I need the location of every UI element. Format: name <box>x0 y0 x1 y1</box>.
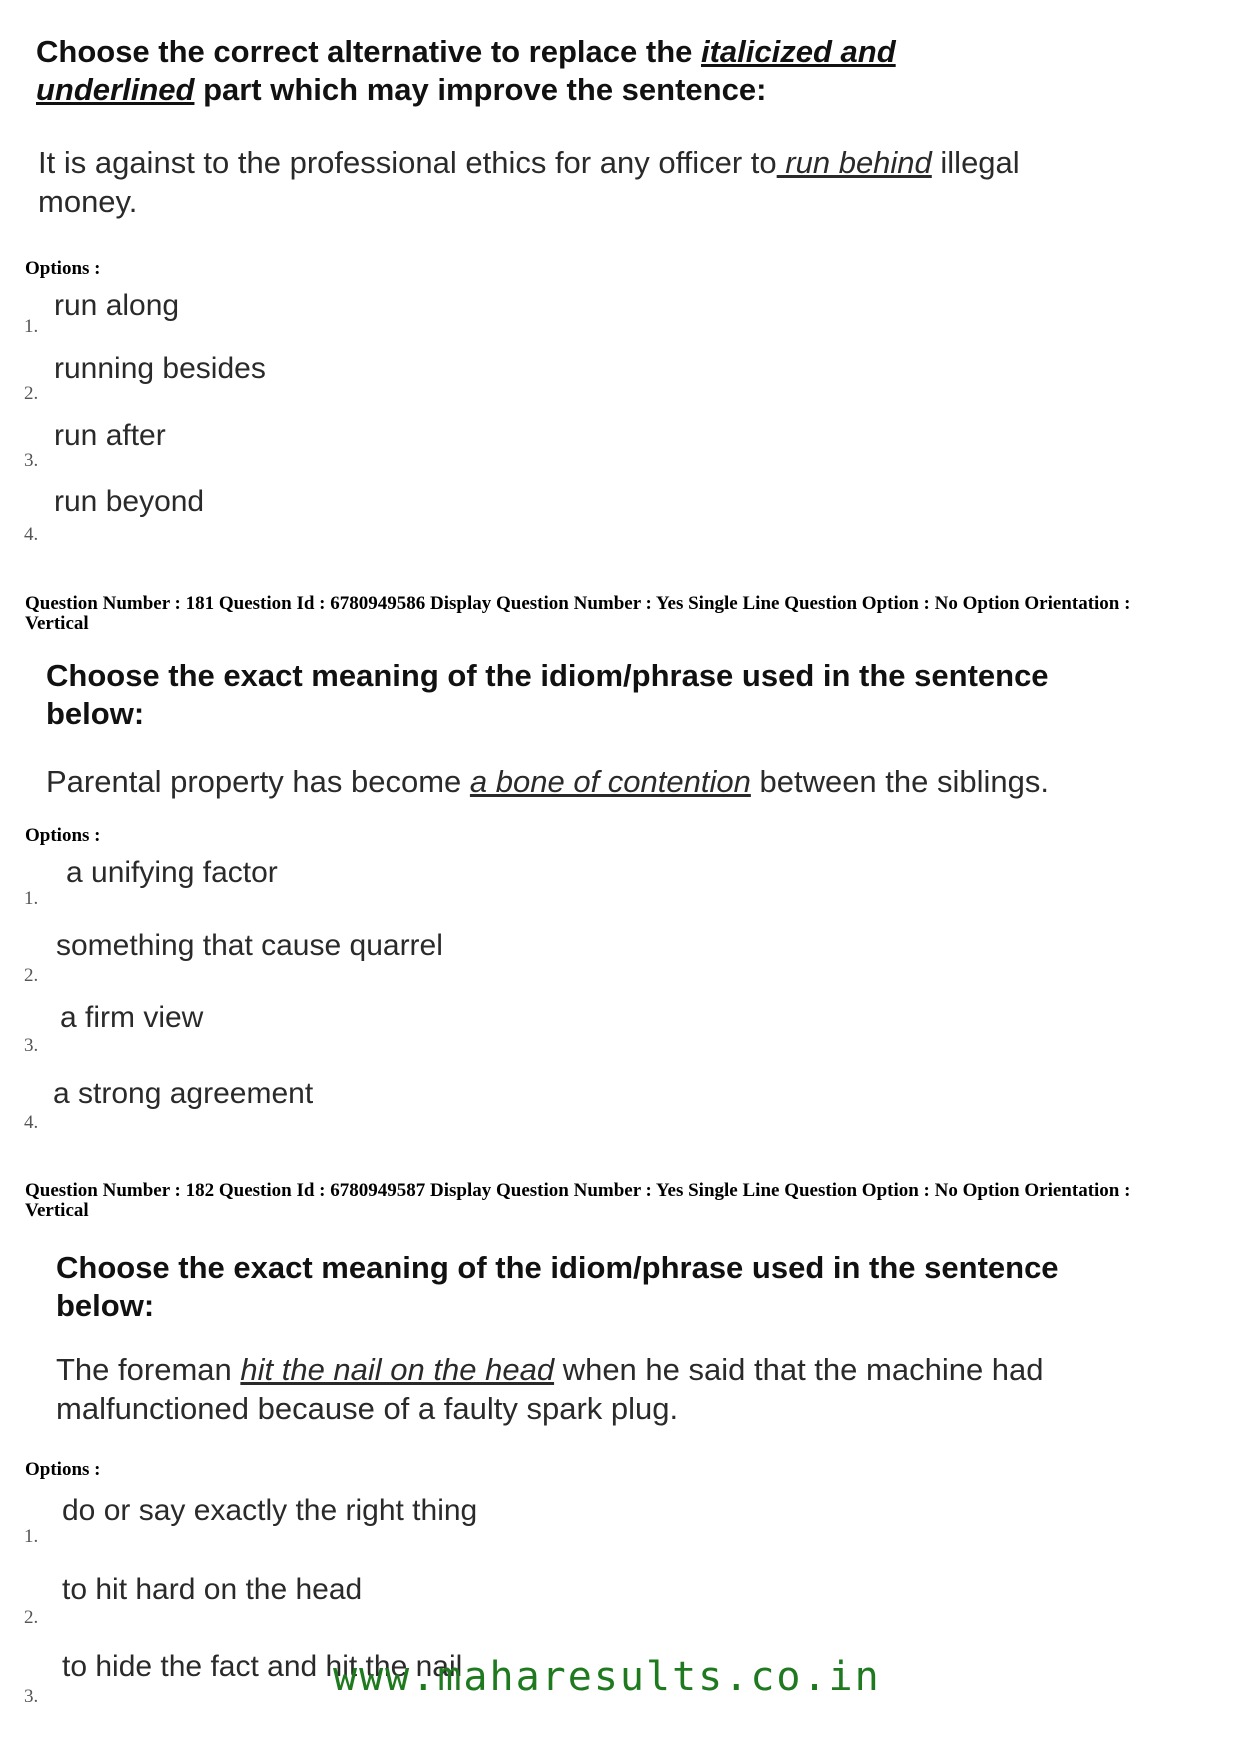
q182-option-3-number: 3. <box>24 1686 39 1707</box>
q182-option-2[interactable]: to hit hard on the head <box>62 1573 363 1606</box>
q181-option-2-number: 2. <box>24 965 39 986</box>
q182-sentence: The foreman hit the nail on the head when he said that the machine had malfunctioned because of a faulty spark plug. <box>56 1352 1044 1426</box>
q182-options-label: Options : <box>25 1459 101 1480</box>
watermark: www.maharesults.co.in <box>333 1654 881 1700</box>
q180-option-4-number: 4. <box>24 524 39 545</box>
q181-option-4-number: 4. <box>24 1112 39 1133</box>
q182-meta: Question Number : 182 Question Id : 6780949587 Display Question Number : Yes Single Line Question Option : No Option Orientation : Vertical <box>25 1180 1131 1221</box>
q182-option-1-number: 1. <box>24 1526 39 1547</box>
q181-options-label: Options : <box>25 825 101 846</box>
q180-option-2-number: 2. <box>24 383 39 404</box>
q182-option-3[interactable]: to hide the fact and hit the nail <box>62 1650 463 1683</box>
q180-sentence: It is against to the professional ethics for any officer to run behind illegal money. <box>38 145 1020 219</box>
q181-sentence: Parental property has become a bone of contention between the siblings. <box>46 764 1049 799</box>
q182-option-1[interactable]: do or say exactly the right thing <box>62 1494 478 1527</box>
q181-meta: Question Number : 181 Question Id : 6780949586 Display Question Number : Yes Single Line Question Option : No Option Orientation : Vertical <box>25 593 1131 634</box>
q181-option-3-number: 3. <box>24 1035 39 1056</box>
q182-instruction: Choose the exact meaning of the idiom/phrase used in the sentence below: <box>56 1250 1059 1323</box>
q180-option-1-number: 1. <box>24 316 39 337</box>
q180-option-3-number: 3. <box>24 450 39 471</box>
q181-option-3[interactable]: a firm view <box>60 1001 204 1034</box>
q180-options-label: Options : <box>25 258 101 279</box>
q180-instruction: Choose the correct alternative to replace the italicized and underlined part which may improve the sentence: <box>36 34 896 107</box>
q181-option-1-number: 1. <box>24 888 39 909</box>
q182-option-2-number: 2. <box>24 1607 39 1628</box>
q180-option-2[interactable]: running besides <box>54 352 266 385</box>
q181-option-2[interactable]: something that cause quarrel <box>56 929 443 962</box>
q181-option-4[interactable]: a strong agreement <box>53 1077 314 1110</box>
q180-option-3[interactable]: run after <box>54 419 166 452</box>
q180-option-1[interactable]: run along <box>54 289 180 322</box>
q181-instruction: Choose the exact meaning of the idiom/phrase used in the sentence below: <box>46 658 1049 731</box>
q180-option-4[interactable]: run beyond <box>54 485 205 518</box>
q181-option-1[interactable]: a unifying factor <box>66 856 278 889</box>
